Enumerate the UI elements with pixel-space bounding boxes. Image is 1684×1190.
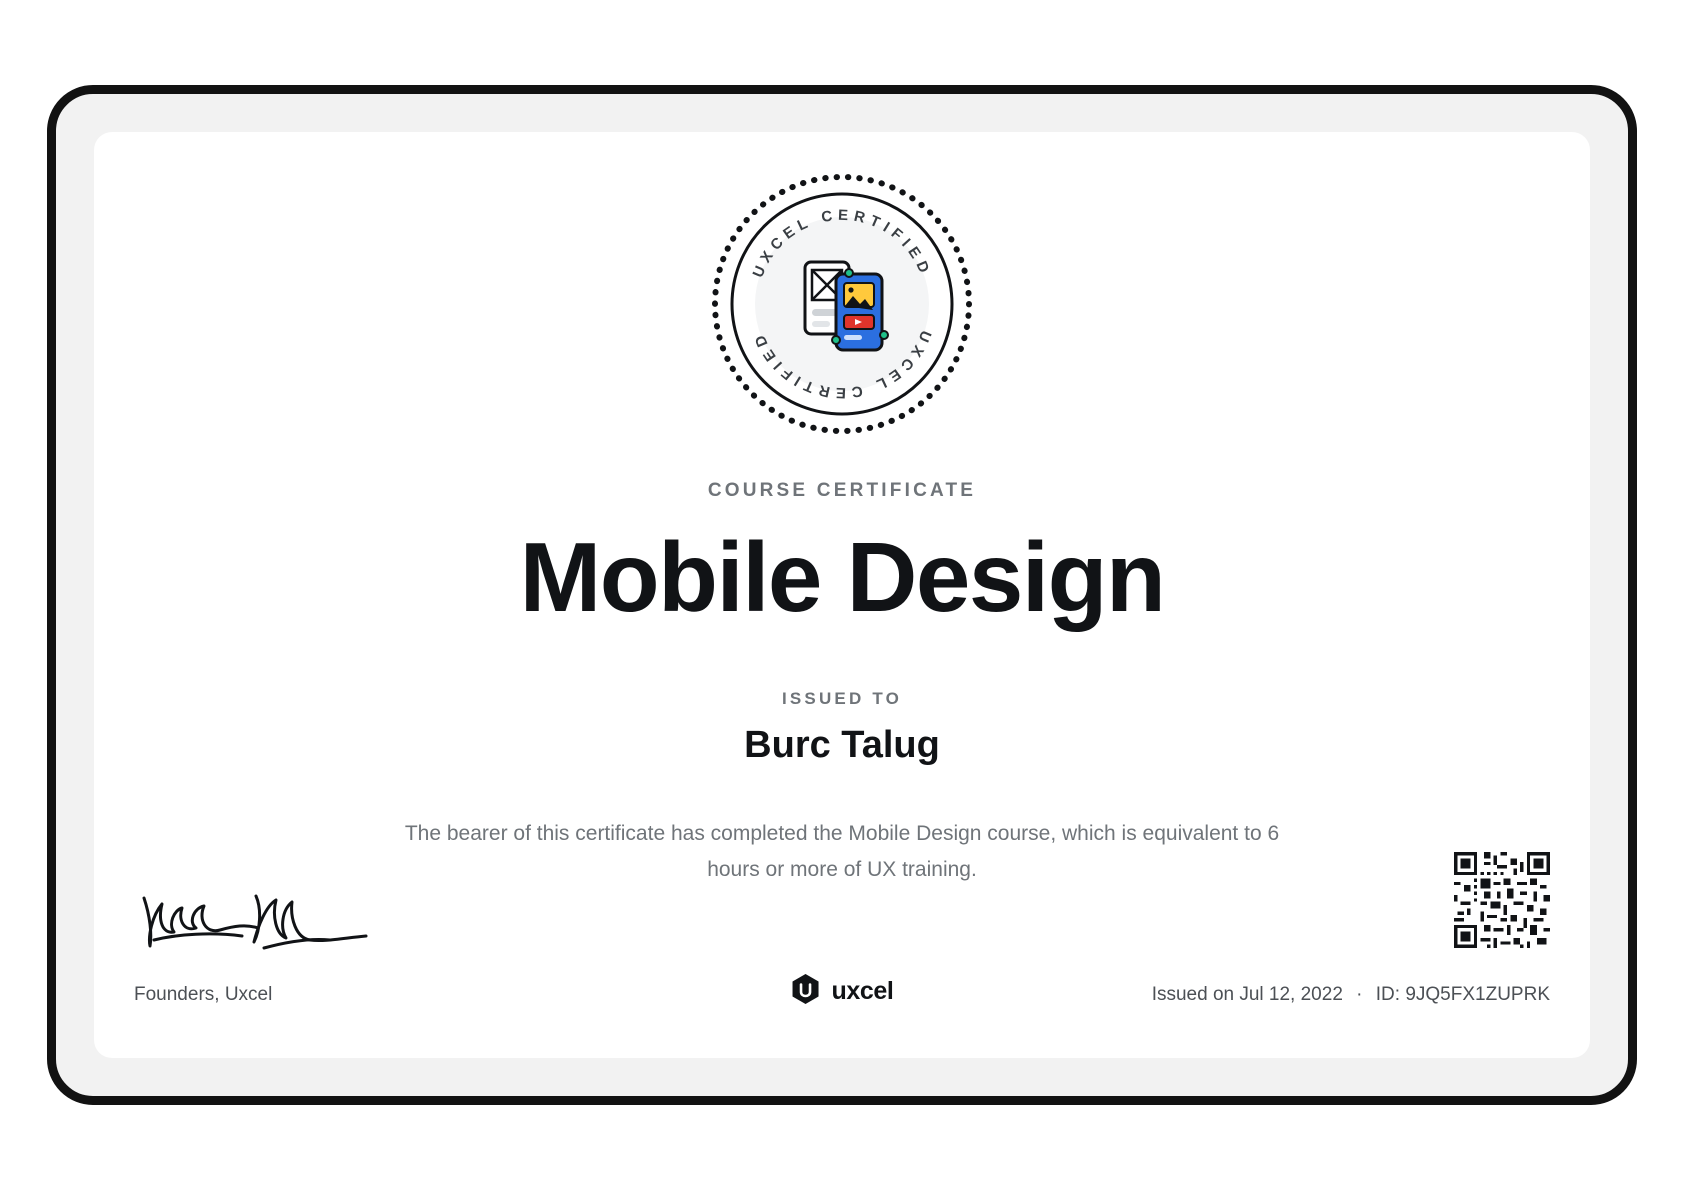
certificate-card (94, 132, 1590, 1058)
issued-on-date: Issued on Jul 12, 2022 (1151, 984, 1343, 1005)
uxcel-logo-icon (791, 973, 821, 1010)
issue-separator: · (1356, 984, 1363, 1005)
svg-text:UXCEL CERTIFIED: UXCEL CERTIFIED (749, 327, 935, 402)
issued-to-label: ISSUED TO (781, 689, 903, 708)
recipient-name: Burc Talug (744, 724, 940, 766)
certificate-frame (47, 85, 1637, 1105)
uxcel-brand (791, 973, 894, 1010)
brand-name: uxcel (831, 977, 894, 1005)
certificate-description: The bearer of this certificate has completed the Mobile Design course, which is equivalent to 6 hours or more of UX training. (404, 822, 1280, 881)
issue-info (1152, 984, 1550, 1006)
course-certificate-label: COURSE CERTIFICATE (707, 480, 977, 501)
svg-text:UXCEL CERTIFIED: UXCEL CERTIFIED (749, 206, 935, 281)
founders-signature (134, 876, 424, 966)
founders-label: Founders, Uxcel (134, 984, 273, 1005)
certified-seal (708, 170, 976, 438)
certificate-id: ID: 9JQ5FX1ZUPRK (1375, 984, 1550, 1005)
qr-code (1454, 852, 1550, 948)
course-title: Mobile Design (519, 522, 1165, 632)
